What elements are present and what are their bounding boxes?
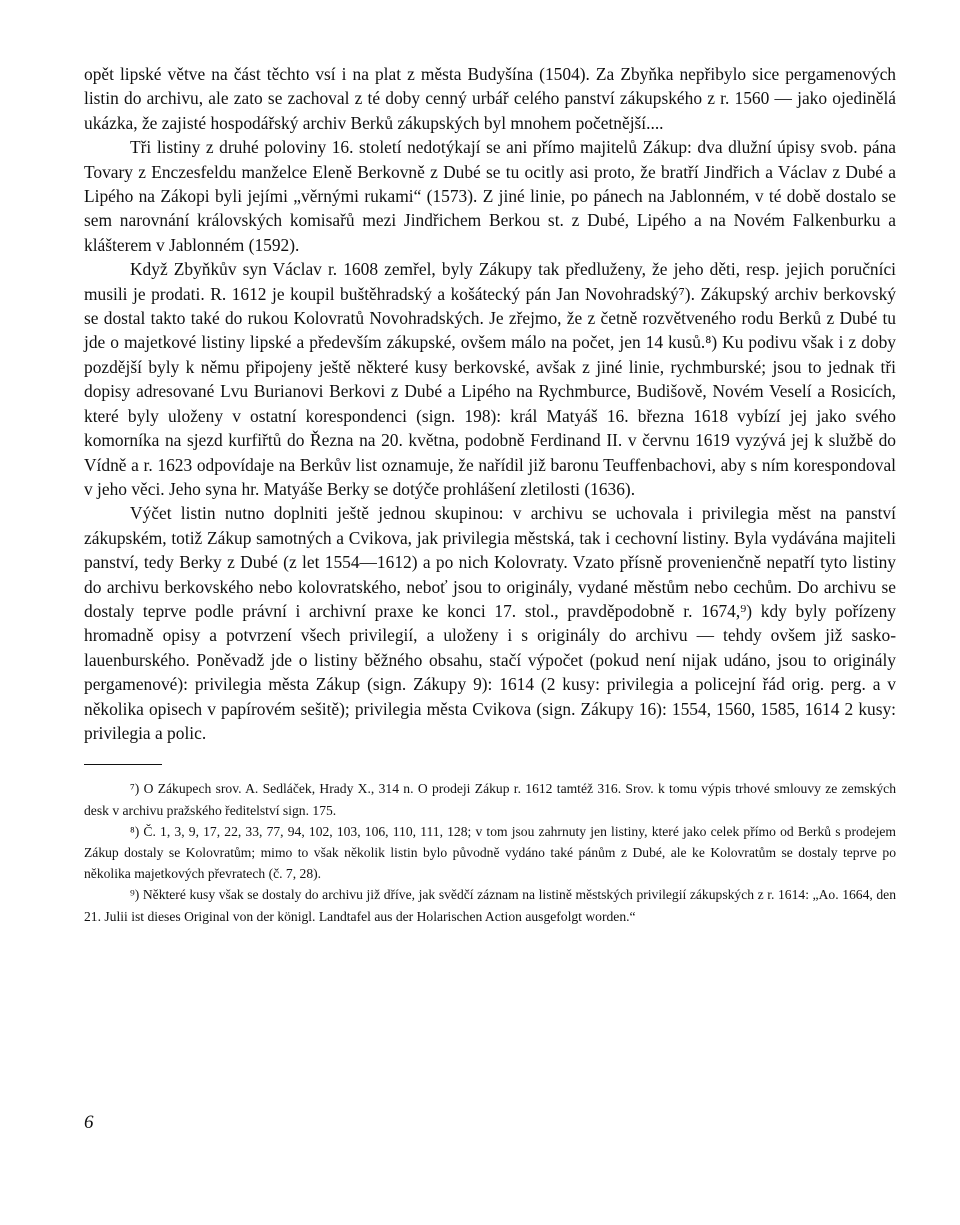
paragraph-3: Když Zbyňkův syn Václav r. 1608 zemřel, byly Zákupy tak předluženy, že jeho děti, resp. jejich poručníci musili je prodati. R. 1612 je koupil buštěhradský a košátecký pán Jan Novohradský⁷). Zákupský archiv berkovský se dostal takto také do rukou Kolovratů Novohradských. Je zřejmo, že z četně rozvětveného rodu Berků z Dubé tu jde o majetkové listiny lipské a především zákupské, ovšem málo na počet, jen 14 kusů.⁸) Ku podivu však i z doby pozdější byly k němu připojeny ještě některé kusy berkovské, avšak z jiné linie, rychmburské; jsou to jednak tři dopisy adresované Lvu Burianovi Berkovi z Dubé a Lipého na Rychmburce, Budišově, Novém Veselí a Rosicích, které byly uloženy v ostatní korespondenci (sign. 198): král Matyáš 16. března 1618 vybízí jej jako svého komorníka na sjezd kurfiřtů do Řezna na 20. května, podobně Ferdinand II. v červnu 1619 vyzývá jej k službě do Vídně a r. 1623 odpovídaje na Berkův list oznamuje, že nařídil již baronu Teuffenbachovi, aby s ním korespondoval v jeho věci. Jeho syna hr. Matyáše Berky se dotýče prohlášení zletilosti (1636).: [84, 259, 896, 499]
footnote-divider: [84, 764, 162, 765]
paragraph-1: opět lipské větve na část těchto vsí i na plat z města Budyšína (1504). Za Zbyňka nepřibylo sice pergamenových listin do archivu, ale zato se zachoval z té doby cenný urbář celého panství zákupského z r. 1560 — jako ojedinělá ukázka, že zajisté hospodářský archiv Berků zákupských byl mnohem početnější....: [84, 64, 896, 133]
main-text: [84, 62, 896, 745]
paragraph-2: Tři listiny z druhé poloviny 16. století nedotýkají se ani přímo majitelů Zákup: dva dlužní úpisy svob. pána Tovary z Enczesfeldu manželce Eleně Berkovně z Dubé se tu ocitly asi proto, že bratří Jindřich a Václav z Dubé a Lipého na Zákopi byli jejími „věrnými rukami“ (1573). Z jiné linie, po pánech na Jablonném, v té době dostalo se sem narovnání královských komisařů mezi Jindřichem Berkou st. z Dubé, Lipého a na Novém Falkenburku a klášterem v Jablonném (1592).: [84, 137, 896, 255]
page-number: 6: [84, 1112, 94, 1133]
footnote-7: ⁷) O Zákupech srov. A. Sedláček, Hrady X., 314 n. O prodeji Zákup r. 1612 tamtéž 316. Srov. k tomu výpis trhové smlouvy ze zemských desk v archivu pražského ředitelství sign. 175.: [84, 781, 896, 818]
paragraph-4: Výčet listin nutno doplniti ještě jednou skupinou: v archivu se uchovala i privilegia měst na panství zákupském, totiž Zákup samotných a Cvikova, jak privilegia městská, tak i cechovní listiny. Byla vydávána majiteli panství, tedy Berky z Dubé (z let 1554—1612) a po nich Kolovraty. Vzato přísně provenienčně nepatří tyto listiny do archivu berkovského nebo kolovratského, neboť jsou to originály, vydané městům nebo cechům. Do archivu se dostaly teprve podle právní i archivní praxe ke konci 17. stol., pravděpodobně r. 1674,⁹) kdy byly pořízeny hromadně opisy a potvrzení všech privilegií, a uloženy i s originály do archivu — tehdy ovšem již sasko-lauenburského. Poněvadž jde o listiny běžného obsahu, stačí výpočet (pokud není nijak udáno, jsou to originály pergamenové): privilegia města Zákup (sign. Zákupy 9): 1614 (2 kusy: privilegia a policejní řád orig. perg. a v několika opisech v papírovém sešitě); privilegia města Cvikova (sign. Zákupy 16): 1554, 1560, 1585, 1614 2 kusy: privilegia a polic.: [84, 503, 896, 743]
footnote-8: ⁸) Č. 1, 3, 9, 17, 22, 33, 77, 94, 102, 103, 106, 110, 111, 128; v tom jsou zahrnuty jen listiny, které jako celek přímo od Berků s prodejem Zákup dostaly se Kolovratům; mimo to však několik listin bylo původně vydáno také pánům z Dubé, ale ke Kolovratům se dostaly teprve po několika majetkových převratech (č. 7, 28).: [84, 823, 896, 882]
footnotes: [84, 778, 896, 926]
document-page: [84, 62, 896, 927]
footnote-9: ⁹) Některé kusy však se dostaly do archivu již dříve, jak svědčí záznam na listině městských privilegií zákupských z r. 1614: „Ao. 1664, den 21. Julii ist dieses Original von der königl. Landtafel aus der Holarischen Action ausgefolgt worden.“: [84, 887, 896, 924]
